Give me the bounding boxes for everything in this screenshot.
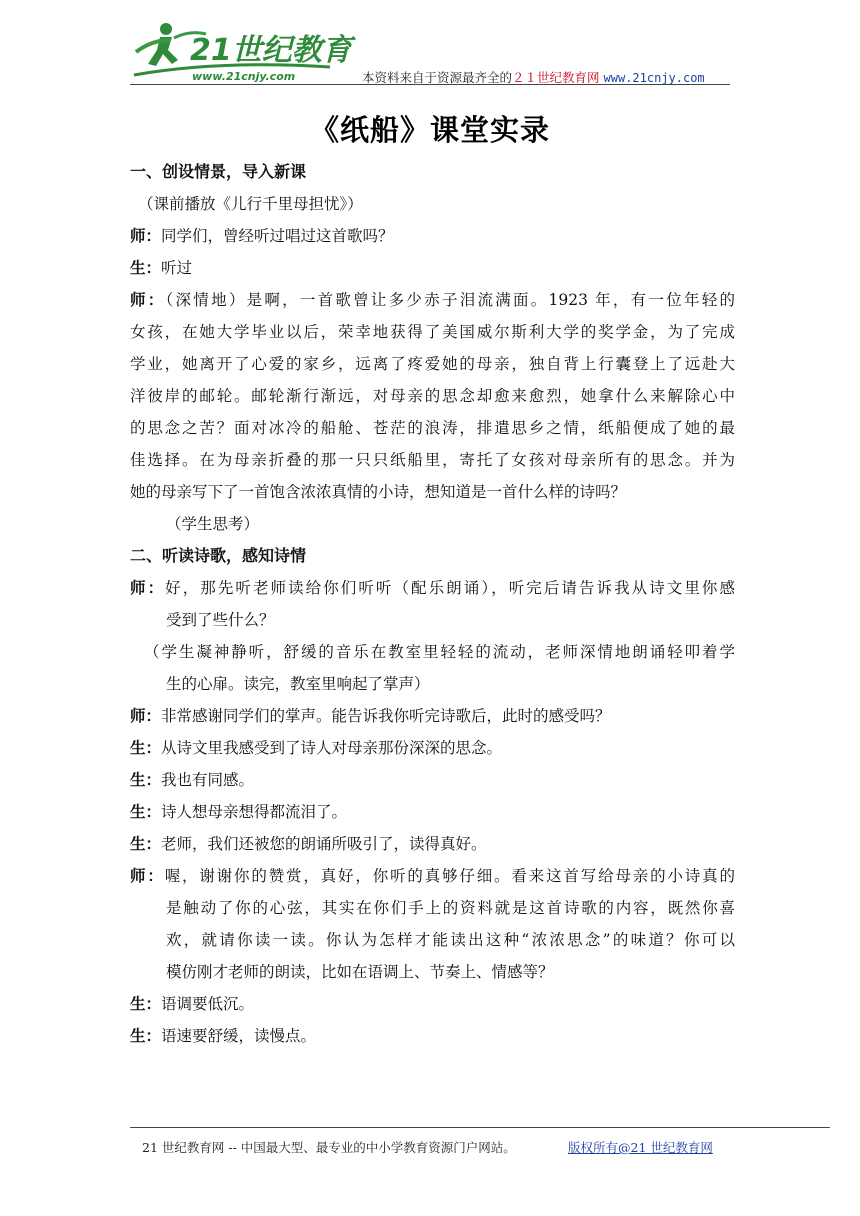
header-divider — [130, 84, 730, 85]
speaker-label: 生： — [130, 995, 162, 1013]
speaker-label: 生： — [130, 803, 162, 821]
dialogue-line — [130, 572, 735, 604]
paragraph-line: 的思念之苦？面对冰冷的船舱、苍茫的浪涛，排遣思乡之情，纸船便成了她的最 — [130, 419, 735, 437]
dialogue-line — [130, 860, 735, 892]
dialogue-text: （深情地）是啊，一首歌曾让多少赤子泪流满面。1923 年，有一位年轻的 — [165, 291, 735, 309]
dialogue-line — [130, 828, 735, 860]
page-title: 《纸船》课堂实录 — [309, 113, 550, 147]
dialogue-text: 同学们，曾经听过唱过这首歌吗？ — [161, 227, 394, 245]
speaker-label: 生： — [130, 771, 162, 789]
dialogue-text: 好，那先听老师读给你们听听（配乐朗诵），听完后请告诉我从诗文里你感 — [165, 579, 735, 597]
dialogue-text: 非常感谢同学们的掌声。能告诉我你听完诗歌后，此时的感受吗？ — [161, 707, 611, 725]
dialogue-text: 语速要舒缓，读慢点。 — [161, 1027, 317, 1045]
speaker-label: 生： — [130, 259, 162, 277]
header-note-url[interactable]: www.21cnjy.com — [603, 71, 705, 85]
dialogue-text: 从诗文里我感受到了诗人对母亲那份深深的思念。 — [161, 739, 503, 757]
paragraph-line: 学业，她离开了心爱的家乡，远离了疼爱她的母亲，独自背上行囊登上了远赴大 — [130, 355, 735, 373]
header-note-site[interactable]: ２１世纪教育网 — [512, 70, 600, 85]
header-note-prefix: 本资料来自于资源最齐全的 — [362, 70, 513, 85]
dialogue-text: 语调要低沉。 — [161, 995, 255, 1013]
stage-direction: （课前播放《儿行千里母担忧》） — [138, 195, 363, 213]
paragraph-line: 佳选择。在为母亲折叠的那一只只纸船里，寄托了女孩对母亲所有的思念。并为 — [130, 451, 735, 469]
dialogue-line — [130, 220, 735, 252]
dialogue-text: 喔，谢谢你的赞赏，真好，你听的真够仔细。看来这首写给母亲的小诗真的 — [164, 867, 735, 885]
paragraph-line: 女孩，在她大学毕业以后，荣幸地获得了美国威尔斯利大学的奖学金，为了完成 — [130, 323, 735, 341]
dialogue-line — [130, 796, 735, 828]
page-header — [130, 20, 730, 84]
stage-direction: （学生凝神静听，舒缓的音乐在教室里轻轻的流动，老师深情地朗诵轻叩着学 — [144, 643, 735, 661]
dialogue-text: 老师，我们还被您的朗诵所吸引了，读得真好。 — [161, 835, 487, 853]
speaker-label: 师： — [130, 579, 166, 597]
page-footer — [142, 1138, 713, 1156]
logo-wordmark: 21世纪教育 — [190, 33, 352, 68]
dialogue-line — [130, 700, 735, 732]
dialogue-line — [130, 284, 735, 316]
dialogue-text: 听过 — [161, 259, 193, 277]
document-body — [130, 156, 735, 1052]
stage-direction: 生的心扉。读完，教室里响起了掌声） — [166, 675, 430, 693]
dialogue-text: 诗人想母亲想得都流泪了。 — [161, 803, 348, 821]
speaker-label: 生： — [130, 1027, 162, 1045]
paragraph-line: 模仿刚才老师的朗读，比如在语调上、节奏上、情感等？ — [166, 963, 554, 981]
dialogue-line — [130, 1020, 735, 1052]
paragraph-line: 她的母亲写下了一首饱含浓浓真情的小诗，想知道是一首什么样的诗吗？ — [130, 483, 627, 501]
paragraph-line: 欢，就请你读一读。你认为怎样才能读出这种“浓浓思念”的味道？你可以 — [166, 931, 735, 949]
dialogue-line — [130, 764, 735, 796]
speaker-label: 生： — [130, 835, 162, 853]
speaker-label: 师： — [130, 867, 165, 885]
section-heading-2: 二、听读诗歌，感知诗情 — [130, 546, 307, 565]
logo-url: www.21cnjy.com — [192, 70, 296, 83]
dialogue-line — [130, 252, 735, 284]
dialogue-line — [130, 732, 735, 764]
copyright-link[interactable]: 版权所有@21 世纪教育网 — [568, 1140, 713, 1155]
logo-21cnjy — [130, 20, 352, 83]
paragraph-line: 是触动了你的心弦，其实在你们手上的资料就是这首诗歌的内容，既然你喜 — [166, 899, 735, 917]
speaker-label: 师： — [130, 227, 162, 245]
dialogue-line — [130, 988, 735, 1020]
speaker-label: 师： — [130, 291, 166, 309]
dialogue-text: 我也有同感。 — [161, 771, 255, 789]
speaker-label: 生： — [130, 739, 162, 757]
speaker-label: 师： — [130, 707, 162, 725]
paragraph-line: 受到了些什么？ — [166, 611, 275, 629]
footer-text: 21 世纪教育网 -- 中国最大型、最专业的中小学教育资源门户网站。 — [142, 1140, 516, 1155]
stage-direction: （学生思考） — [166, 515, 260, 533]
paragraph-line: 洋彼岸的邮轮。邮轮渐行渐远，对母亲的思念却愈来愈烈，她拿什么来解除心中 — [130, 387, 735, 405]
section-heading-1: 一、创设情景，导入新课 — [130, 162, 307, 181]
footer-divider — [130, 1127, 830, 1128]
